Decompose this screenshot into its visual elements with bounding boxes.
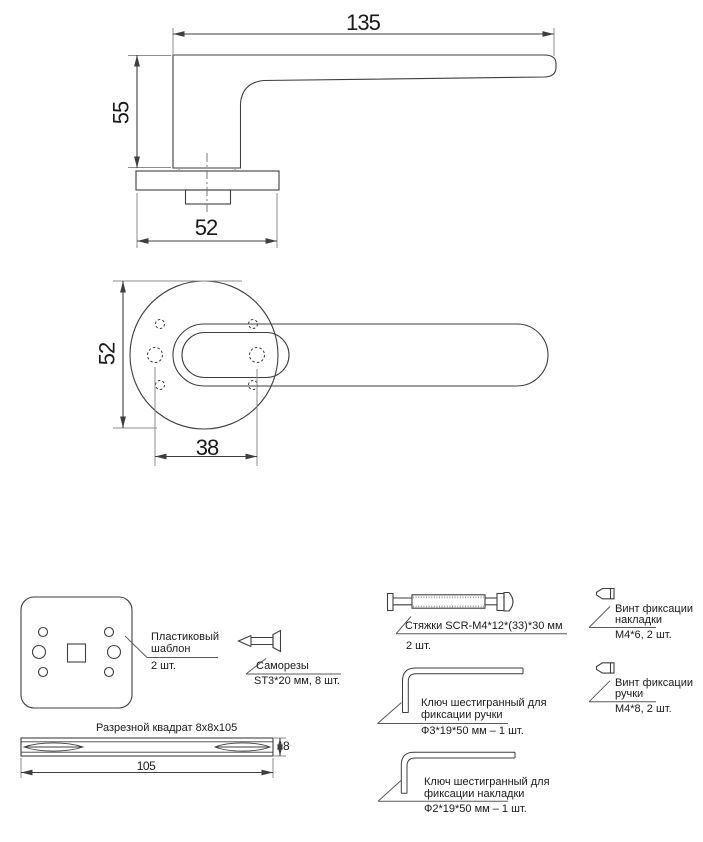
lever-neck-outline bbox=[182, 333, 289, 378]
template-qty-label: 2 шт. bbox=[151, 660, 176, 672]
dim-105-label: 105 bbox=[136, 759, 156, 773]
handle-screw-spec-label: M4*8, 2 шт. bbox=[615, 703, 672, 715]
dim-55-label: 55 bbox=[108, 101, 134, 125]
handle-hex-key-label-line1: Ключ шестигранный для bbox=[421, 697, 547, 709]
lever-front-outline bbox=[173, 324, 548, 386]
side-view-drawing bbox=[128, 28, 556, 248]
template-label-line1: Пластиковый bbox=[151, 631, 220, 643]
plate-screw-spec-label: M4*6, 2 шт. bbox=[615, 629, 672, 641]
plate-hex-key-label-line1: Ключ шестигранный для bbox=[424, 776, 550, 788]
plate-screw-label-line2: накладки bbox=[615, 614, 663, 626]
handle-side-outline bbox=[173, 55, 556, 168]
plate-screw-leader-line bbox=[589, 607, 610, 628]
tie-rods-qty-label: 2 шт. bbox=[406, 640, 431, 652]
dim-8-label: 8 bbox=[283, 739, 290, 753]
plate-hex-key-leader-line bbox=[378, 781, 401, 802]
square-hole bbox=[68, 644, 86, 662]
handle-hex-key-label-line2: фиксации ручки bbox=[421, 709, 503, 721]
handle-hex-key-leader-line bbox=[378, 703, 402, 724]
dim-52-side-label: 52 bbox=[194, 215, 218, 240]
screw-holes-dashed bbox=[148, 320, 265, 390]
tie-rods-name-label: Стяжки SCR-M4*12*(33)*30 мм bbox=[405, 620, 563, 632]
dim-52-front-label: 52 bbox=[94, 342, 120, 366]
handle-screw-label-line2: ручки bbox=[615, 688, 644, 700]
plate-hex-key-label-line2: фиксации накладки bbox=[424, 788, 525, 800]
plate-hex-key-spec-label: Ф2*19*50 мм – 1 шт. bbox=[424, 803, 527, 815]
handle-screw-label-line1: Винт фиксации bbox=[615, 677, 693, 689]
template-label-line2: шаблон bbox=[151, 643, 191, 655]
plate-screw-label-line1: Винт фиксации bbox=[615, 603, 693, 615]
dim-135-label: 135 bbox=[346, 10, 380, 35]
screws-spec-label: ST3*20 мм, 8 шт. bbox=[254, 675, 340, 687]
dim-38-label: 38 bbox=[195, 435, 219, 460]
front-view-drawing bbox=[113, 281, 548, 466]
handle-screw-leader-line bbox=[589, 681, 610, 702]
handle-hex-key-spec-label: Ф3*19*50 мм – 1 шт. bbox=[421, 725, 524, 737]
spindle-boss-side bbox=[186, 190, 231, 204]
split-square-title: Разрезной квадрат 8x8x105 bbox=[96, 722, 238, 734]
screws-name-label: Саморезы bbox=[256, 660, 309, 672]
rosette-front bbox=[130, 281, 278, 429]
